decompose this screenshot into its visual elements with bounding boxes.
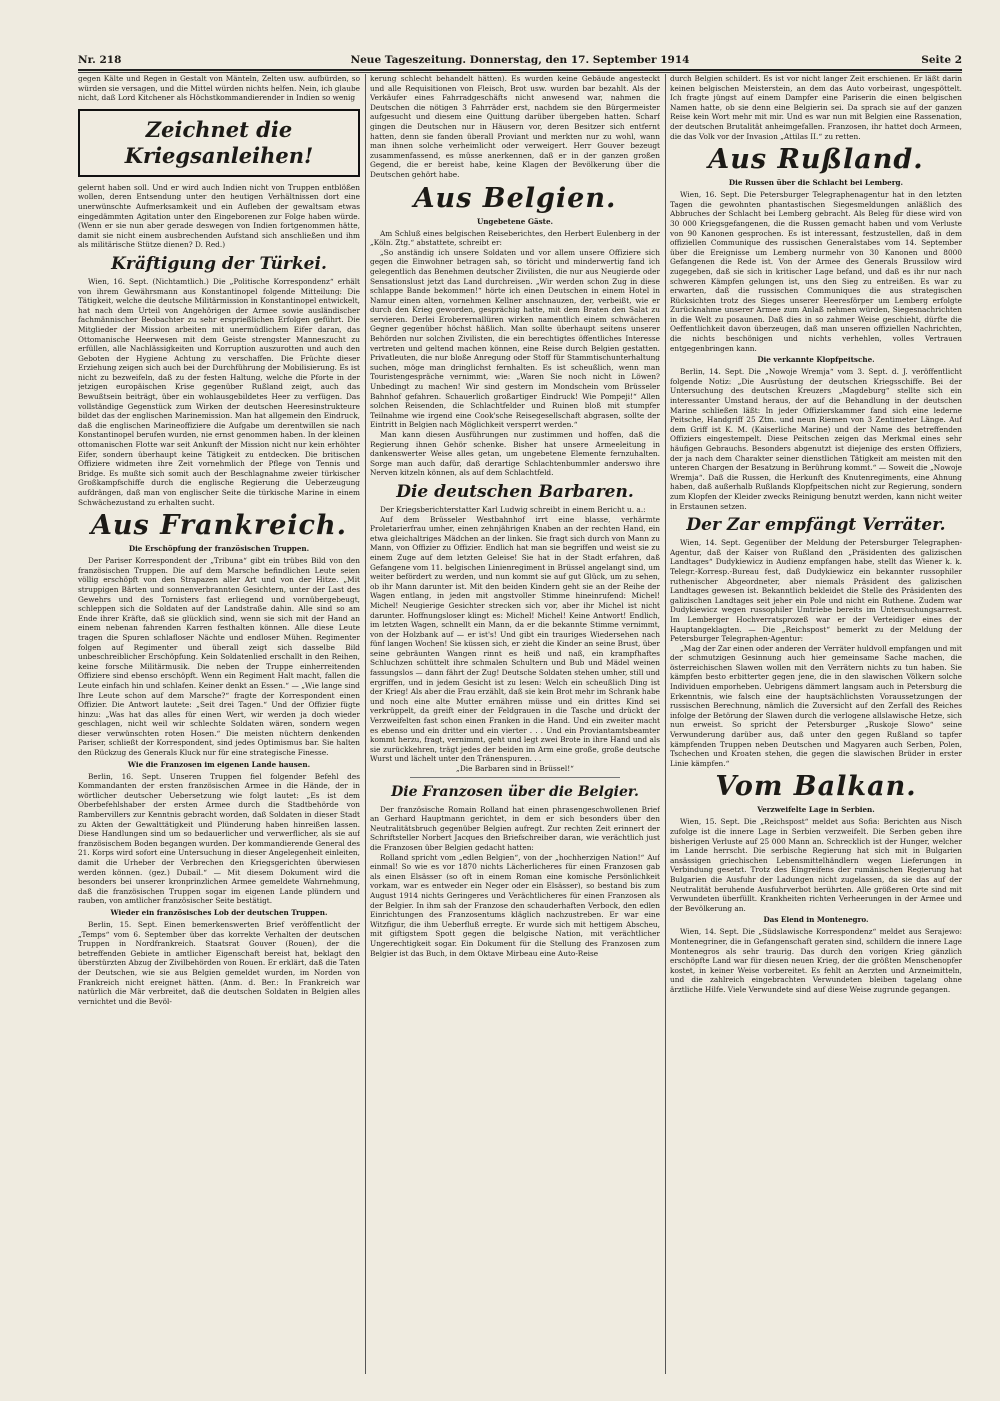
subheadline: Die Russen über die Schlacht bei Lemberg. — [728, 178, 904, 188]
headline-franzosen: Die Franzosen über die Belgier. — [391, 783, 639, 800]
article-text: Berlin, 16. Sept. Unseren Truppen fiel folgender Befehl des Kommandanten der ersten französischen Armee in die Hände, der in wörtlicher deutscher Uebersetzung wie folgt lautet: „Es ist dem Oberbefehlshaber der ersten Armee durch die Stadtbehörde von Rambervillers zur Kenntnis gebracht worden, daß Soldaten in dieser Stadt zu Akten der Gewalttätigkeit und Plünderung haben hinreißen lassen. Diese Handlungen sind um so bedauerlicher und verwerflicher, als sie auf französischem Boden begangen wurden. Der kommandierende General des 21. Korps wird sofort eine Untersuchung in dieser Angelegenheit einleiten, damit die Urheber der Verbrechen den Kriegsgerichten überwiesen werden können. (gez.) Dubail.“ — Mit diesem Dokument wird die besonders bei unserer kronprinzlichen Armee gemeldete Wahrnehmung, daß die französischen Truppen sogar im eigenen Lande plündern und rauben, von amtlicher französischer Seite bestätigt. — [78, 771, 360, 906]
separator — [410, 777, 620, 778]
article-text: „Mag der Zar einen oder anderen der Verräter huldvoll empfangen und mit der schmutzigen Gesinnung auch hier gemeinsame Sache machen, die österreichischen Slawen wollen mit den Verrätern nichts zu tun haben. Sie kämpfen besto erbitterter gegen jene, die in den slawischen Völkern solche Individuen emporheben. Uebrigens dämmert langsam auch in Petersburg die Erkenntnis, wie falsch eine der hauptsächlichsten Voraussetzungen der russischen Berechnung, nämlich die Zuversicht auf den Zerfall des Reiches infolge der Betörung der Slawen durch die verlogene allslawische Hetze, sich nun erweist. So spricht der Petersburger „Ruskoje Slowo“ seine Verwunderung darüber aus, daß unter den gegen Rußland so tapfer kämpfenden Truppen neben Deutschen und Magyaren auch Serben, Polen, Tschechen und Kroaten stehen, die gegen die slawischen Brüder in erster Linie kämpfen.“ — [670, 643, 962, 768]
subheadline: Die Erschöpfung der französischen Truppen. — [128, 544, 310, 554]
article-text: Der französische Romain Rolland hat einen phrasengeschwollenen Brief an Gerhard Hauptmann gerichtet, in dem er sich besonders über den Neutralitätsbruch gegenüber Belgien aufregt. Zur rechten Zeit erinnert der Schriftsteller Norbert Jacques den Briefschreiber daran, wie verächtlich just die Franzosen über Belgien gedacht hatten: — [370, 804, 660, 852]
subheadline: Das Elend in Montenegro. — [763, 915, 869, 925]
page-number: Seite 2 — [921, 54, 962, 66]
headline-belgien: Aus Belgien. — [413, 182, 617, 214]
article-text: gegen Kälte und Regen in Gestalt von Mänteln, Zelten usw. aufbürden, so würden sie versagen, und die Mittel würden nichts helfen. Nein, ich glaube nicht, daß Lord Kitchener als Höchstkommandierender in Indien so wenig — [78, 74, 360, 103]
column-divider — [365, 74, 366, 1374]
article-text: durch Belgien schildert. Es ist vor nicht langer Zeit erschienen. Er läßt darin keinen belgischen Meisterstein, an dem das Auto vorbeirast, ungespöttelt. Ich fragte jüngst auf einem Dampfer eine Pariserin die einen belgischen Namen hatte, ob sie denn eine Belgierin sei. Da sprach sie auf der ganzen Reise kein Wort mehr mit mir. Und es war nun mit Belgien eine Rassenation, der deutschen Brutalität anheimgefallen. Franzosen, ihr hattet doch Armeen, die das Volk vor der Invasion „Attilas II.“ zu retten. — [670, 74, 962, 141]
article-text: Der Kriegsberichterstatter Karl Ludwig schreibt in einem Bericht u. a.: — [380, 504, 646, 514]
headline-zar: Der Zar empfängt Verräter. — [686, 515, 946, 536]
column-2 — [370, 74, 660, 1374]
masthead: Neue Tageszeitung. Donnerstag, den 17. September 1914 — [350, 54, 690, 66]
column-3 — [670, 74, 962, 1374]
article-text: Wien, 15. Sept. Die „Reichspost“ meldet aus Sofia: Berichten aus Nisch zufolge ist die innere Lage in Serbien verzweifelt. Die Serben geben ihre bisherigen Verluste auf 25 000 Mann an. Schrecklich ist der Hunger, welcher im Lande herrscht. Die serbische Regierung hat sich mit in Bulgarien ansässigen griechischen Lebensmittelhändlern wegen Lieferungen in Verbindung gesetzt. Trotz des Eingreifens der rumänischen Regierung hat Bulgarien die Ausfuhr der Ladungen nicht zugelassen, da sie das auf der Neutralität beruhende Ausfuhrverbot berührten. Alle größeren Orte sind mit Verwundeten überfüllt. Krankheiten richten Verheerungen in der Armee und der Bevölkerung an. — [670, 817, 962, 913]
article-text: Berlin, 14. Sept. Die „Nowoje Wremja“ vom 3. Sept. d. J. veröffentlicht folgende Notiz: „Die Ausrüstung der deutschen Kriegsschiffe. Bei der Untersuchung des deutschen Kreuzers „Magdeburg“ stellte sich ein interessanter Umstand heraus, der auf die Behandlung in der deutschen Marine schließen läßt: In jeder Offizierskammer fand sich eine lederne Peitsche, Handgriff 25 Ztm. und neun Riemen von 3 Zentimeter Länge. Auf dem Griff ist K. M. (Kaiserliche Marine) und der Name des betreffenden Offiziers eingestempelt. Diese Peitschen zeigen das Merkmal eines sehr häufigen Gebrauchs. Besonders abgenutzt ist diejenige des ersten Offiziers, der ja nach dem Charakter seiner dienstlichen Tätigkeit am meisten mit den unteren Chargen der Besatzung in Berührung kommt.“ — Soweit die „Nowoje Wremja“. Daß die Russen, die Herkunft des Knutenregiments, eine Ahnung haben, daß außerhalb Rußlands Klopfpeitschen nicht zur Regierung, sondern zum Klopfen der Kleider zwecks Reinigung benutzt werden, kann nicht weiter in Erstaunen setzen. — [670, 367, 962, 511]
article-text: Wien, 14. Sept. Die „Südslawische Korrespondenz“ meldet aus Serajewo: Montenegriner, die in Gefangenschaft geraten sind, schildern die innere Lage Montenegros als sehr traurig. Das durch den vorigen Krieg gänzlich erschöpfte Land war für diesen neuen Krieg, der die größten Menschenopfer kostet, in keiner Weise vorbereitet. Es fehlt an Aerzten und Arzneimitteln, und die zahlreich eingebrachten Verwundeten bleiben tagelang ohne ärztliche Hilfe. Viele Verwundete sind auf diese Weise zugrunde gegangen. — [670, 927, 962, 994]
headline-tuerkei: Kräftigung der Türkei. — [111, 253, 327, 274]
subheadline: Wie die Franzosen im eigenen Lande hausen. — [127, 759, 311, 769]
headline-frankreich: Aus Frankreich. — [90, 510, 348, 542]
war-bond-advertisement: Zeichnet die Kriegsanleihen! — [78, 109, 360, 177]
page-header — [78, 54, 962, 68]
article-text: Wien, 14. Sept. Gegenüber der Meldung der Petersburger Telegraphen-Agentur, daß der Kaiser von Rußland den „Präsidenten des galizischen Landtages“ Dudykiewicz in Audienz empfangen habe, stellt das Wiener k. k. Telegr.-Korresp.-Bureau fest, daß Dudykiewicz ein bekannter russophiler ruthenischer Abgeordneter, aber niemals Präsident des galizischen Landtages gewesen ist. Bekanntlich bekleidet die Stelle des Präsidenten des galizischen Landtages seit jeher ein Pole und nicht ein Ruthene. Zudem war Dudykiewicz wegen russophiler Umtriebe bereits im Untersuchungsarrest. Im Lemberger Hochverratsprozeß war er der Verteidiger eines der Hauptangeklagten. — Die „Reichspost“ bemerkt zu der Meldung der Petersburger Telegraphen-Agentur: — [670, 538, 962, 644]
article-text: Am Schluß eines belgischen Reiseberichtes, den Herbert Eulenberg in der „Köln. Ztg.“ abstattete, schreibt er: — [370, 228, 660, 248]
issue-number: Nr. 218 — [78, 54, 122, 66]
headline-barbaren: Die deutschen Barbaren. — [396, 481, 634, 502]
subheadline: Wieder ein französisches Lob der deutschen Truppen. — [110, 907, 328, 917]
headline-balkan: Vom Balkan. — [715, 771, 917, 803]
article-text: Rolland spricht vom „edlen Belgien“, von der „hochherzigen Nation!“ Auf einmal! So wie es vor 1870 nichts Lächerlicheres für einen Franzosen gab als einen Elsässer (so oft in einem Roman eine komische Persönlichkeit vorkam, war es entweder ein Neger oder ein Elsässer), so bestand bis zum August 1914 nichts Geringeres und Verächtlicheres für einen Franzosen als der Belgier. In ihm sah der Franzose den schauderhaften Verbock, den edlen Einrichtungen des Franzosentums kläglich nachzustreben. Er war eine Witzfigur, die ihm Ueberfluß erregte. Er wurde sich mit hettigem Abscheu, mit giftigstem Spott gegen die belgische Nation, mit verächtlicher Ungerechtigkeit sogar. Ein Dokument für die Stellung des Franzosen zum Belgier ist das Buch, in dem Oktave Mirbeau eine Auto-Reise — [370, 852, 660, 958]
article-text: „Die Barbaren sind in Brüssel!“ — [456, 764, 574, 773]
subheadline: Ungebetene Gäste. — [476, 216, 554, 226]
article-text: „So anständig ich unsere Soldaten und vor allem unsere Offiziere sich gegen die Einwohner betragen sah, so töricht und minderwertig fand ich gelegentlich das Benehmen deutscher Zivilisten, die nur aus Neugierde oder Sensationslust jetzt das Land durchreisen. „Wir werden schon Zug in diese schlappe Bande bekommen!“ hörte ich einen Deutschen in einem Hotel in Namur einen alten, vornehmen Kellner anschnauzen, der, verbeißt, wie er durch den Krieg geworden, gesprächig hatte, mit dem Braten den Salat zu servieren. Derlei Eroberernallüren wirken namentlich einem schwächeren Gegner gegenüber höchst häßlich. Man sollte überhaupt seitens unserer Behörden nur solchen Zivilisten, die ein berechtigtes öffentliches Interesse vertreten und geltend machen können, eine Reise durch Belgien gestatten. Privatleuten, die nur bloße Anregung oder Stoff für Stammtischunterhaltung suchen, möge man dringlichst fernhalten. Es ist scheußlich, wenn man Touristengespräche vernimmt, wie: „Waren Sie noch nicht in Löwen? Unbedingt zu machen! Wir sind gestern im Mondschein vom Brüsseler Bahnhof gefahren. Schauerlich großartiger Eindruck! Wie Pompeji!“ Allen solchen Reisenden, die Schlachtfelder und Ruinen bloß mit stumpfer Teilnahme wie irgend eine Cook'sche Reisegesellschaft abgrasen, sollte der Eintritt in Belgien nach Möglichkeit versperrt werden.“ — [370, 247, 660, 430]
column-1 — [78, 74, 360, 1374]
column-divider — [665, 74, 666, 1374]
subheadline: Die verkannte Klopfpeitsche. — [757, 355, 875, 365]
article-text: Wien, 16. Sept. Die Petersburger Telegraphenagentur hat in den letzten Tagen die gewohnten phantastischen Siegesmeldungen anläßlich des Abbruches der Schlacht bei Lemberg gebracht. Als Beleg für diese wird von 30 000 Kriegsgefangenen, die die Russen gemacht haben und vom Verluste von 90 Kanonen gesprochen. Es ist interessant, festzustellen, daß in dem offiziellen Communique des russischen Generalstabes vom 14. September über die Ereignisse um Lemberg nurmehr von 30 Kanonen und 8000 Gefangenen die Rede ist. Von der Armee des Generals Brussilow wird zugegeben, daß sie sich in kritischer Lage befand, und daß es ihr nur nach schweren Kämpfen gelungen ist, uns den Sieg zu entreißen. Es war zu erwarten, daß die russischen Communiques die aus strategischen Rücksichten trotz des Sieges unserer Heeresförper um Lemberg erfolgte Zurücknahme unserer Armee zum Anlaß nehmen würden, Siegesnachrichten in die Welt zu posaunen. Daß dies in so zahmer Weise geschieht, dürfte die Oeffentlichkeit davon überzeugen, daß man unseren offiziellen Nachrichten, die nichts beschönigen und nichts verhehlen, volles Vertrauen entgegenbringen kann. — [670, 190, 962, 353]
article-text: Wien, 16. Sept. (Nichtamtlich.) Die „Politische Korrespondenz“ erhält von ihrem Gewährsmann aus Konstantinopel folgende Mitteilung: Die Tätigkeit, welche die deutsche Militärmission in Konstantinopel entwickelt, hat nach dem Urteil von Angehörigen der Armee sowie ausländischer fachmännischer Beobachter zu sehr ersprießlichen Erfolgen geführt. Die Mitglieder der Mission arbeiten mit unermüdlichem Eifer daran, das Ottomanische Heerwesen mit dem Geiste strengster Manneszucht zu erfüllen, alle Nachlässigkeiten und Korruption auszurotten und auch den Geboten der Hygiene Achtung zu verschaffen. Die Früchte dieser Erziehung zeigen sich auch bei der Durchführung der Mobilisierung. Es ist nicht zu bezweifeln, daß zu der festen Haltung, welche die Pforte in der jetzigen europäischen Krise gegenüber Rußland zeigt, auch das Bewußtsein beiträgt, über ein wohlausgebildetes Heer zu verfügen. Das vollständige Gegenstück zum Wirken der deutschen Heeresinstrukteure bildet das der englischen Marinemission. Man hat allgemein den Eindruck, daß die englischen Marineoffiziere die Aufgabe um derentwillen sie nach Konstantinopel berufen wurden, nie ernst genommen haben. In der kleinen ottomanischen Flotte war seit Ankunft der Mission nicht nur kein erhöhter Eifer, sondern überhaupt keine Tätigkeit zu entdecken. Die britischen Offiziere widmeten ihre Zeit vornehmlich der Pflege von Tennis und Bridge. Es mußte sich somit auch der Beschlagnahme zweier türkischer Großkampfschiffe durch die englische Regierung die Ueberzeugung aufdrängen, daß man von englischer Seite die türkische Marine in einem Schwächezustand zu erhalten sucht. — [78, 276, 360, 507]
headline-russland: Aus Rußland. — [708, 144, 924, 176]
subheadline: Verzweifelte Lage in Serbien. — [757, 805, 875, 815]
article-text: kerung schlecht behandelt hätten). Es wurden keine Gebäude angesteckt und alle Requisitionen von Fleisch, Brot usw. wurden bar bezahlt. Als der Verkäufer eines Fahrradgeschäfts nicht anwesend war, nahmen die Deutschen die nötigen 3 Fahrräder erst, nachdem sie den Bürgermeister aufgesucht und diesem eine Quittung darüber übergeben hatten. Scharf gingen die Deutschen nur in Häusern vor, deren Besitzer sich entfernt hatten, denn sie fanden überall Proviant und merkten nur zu wohl, wann man ihnen solche verheimlicht oder verweigert. Herr Gouver bezeugt zusammenfassend, es müsse anerkennen, daß er in der ganzen großen Gegend, die er bereist habe, keine Klagen der Bevölkerung über die Deutschen gehört habe. — [370, 74, 660, 179]
article-text: Der Pariser Korrespondent der „Tribuna“ gibt ein trübes Bild von den französischen Truppen. Die auf dem Marsche befindlichen Leute seien völlig erschöpft von den Strapazen aller Art und von der Hitze. „Mit struppigen Bärten und sonnenverbrannten Gesichtern, unter der Last des Gewehrs und des Tornisters fast erliegend und vornübergebeugt, schleppen sich die Soldaten auf der Landstraße dahin. Alle sind so am Ende ihrer Kräfte, daß sie glücklich sind, wenn sie sich mit der Hand an einem nebenan fahrenden Karren festhalten können. Alle diese Leute tragen die Spuren schlafloser Nächte und endloser Mühen. Regimenter folgen auf Regimenter und überall zeigt sich dasselbe Bild unbeschreiblicher Erschöpfung. Kein Soldatenlied erschallt in den Reihen, keine forsche Militärmusik. Die neben der Truppe einherreitenden Offiziere sind ebenso erschöpft. Wenn ein Regiment Halt macht, fallen die Leute einfach hin und schlafen. Keiner denkt an Essen.“ — „Wie lange sind Ihre Leute schon auf dem Marsche?“ fragte der Korrespondent einen Offizier. Die Antwort lautete: „Seit drei Tagen.“ Und der Offizier fügte hinzu: „Was hat das alles für einen Wert, wir werden ja doch wieder geschlagen, nicht weil wir schlechte Soldaten wären, sondern wegen dieser verwünschten roten Hosen.“ Die meisten nüchtern denkenden Pariser, schließt der Korrespondent, sind jedes Optimismus bar. Sie halten den Rückzug des Generals Kluck nur für eine strategische Finesse. — [78, 556, 360, 758]
article-text: Auf dem Brüsseler Westbahnhof irrt eine blasse, verhärmte Proletarierfrau umher, einen zehnjährigen Knaben an der rechten Hand, ein etwa gleichaltriges Mädchen an der linken. Sie fragt sich durch von Mann zu Mann, von Offizier zu Offizier. Endlich hat man sie begriffen und weist sie zu einem Zuge auf dem letzten Geleise! Sie hat in der Stadt erfahren, daß Gefangene vom 11. belgischen Linienregiment in Brüssel angelangt sind, um weiter befördert zu werden, und nun kommt sie auf gut Glück, um zu sehen, ob ihr Mann darunter ist. Mit den beiden Kindern geht sie an der Reihe der Wagen entlang, in jeden mit angstvoller Stimme hineinrufend: Michel! Michel! Neugierige Gesichter strecken sich vor, aber ihr Michel ist nicht darunter. Hoffnungsloser klingt es: Michel! Michel! Keine Antwort! Endlich, im letzten Wagen, schnellt ein Mann, da er die bekannte Stimme vernimmt, von der Holzbank auf — er ist's! Und gibt ein trauriges Wiedersehen nach fünf langen Wochen! Sie küssen sich, er zieht die Kinder an seine Brust, über seine gebräunten Wangen rinnt es heiß und naß, ein krampfhaftes Schluchzen schüttelt ihre schmalen Schultern und Bub und Mädel weinen fassungslos — dann fährt der Zug! Deutsche Soldaten stehen umher, still und ergriffen, und in jedem Gesicht ist zu lesen: Welch ein scheußlich Ding ist der Krieg! Als aber die Frau erzählt, daß sie kein Brot mehr im Schrank habe und noch eine alte Mutter ernähren müsse und ein drittes Kind sei verkrüppelt, da greift einer der Feldgrauen in die Tasche und drückt der Verzweifelten fast schon einen Franken in die Hand. Und ein zweiter macht es ebenso und ein dritter und ein vierter . . . Und ein Proviantamtsbeamter kommt herzu, fragt, vernimmt, geht und legt zwei Brote in ihre Hand und als sie zurückkehren, trägt jedes der beiden im Arm eine große, große deutsche Wurst und lächelt unter den Tränenspuren. . . — [370, 514, 660, 764]
header-rule — [78, 69, 962, 71]
article-text: Berlin, 15. Sept. Einen bemerkenswerten Brief veröffentlicht der „Temps“ vom 6. September über das korrekte Verhalten der deutschen Truppen in Nordfrankreich. Staatsrat Gouver (Rouen), der die betreffenden Gebiete in amtlicher Eigenschaft bereist hat, beklagt den überstürzten Abzug der Zivilbehörden von Rouen. Er erklärt, daß die Taten der Deutschen, wie sie aus Belgien gemeldet wurden, im Norden von Frankreich nicht ereignet hätten. (Anm. d. Ber.: In Frankreich war natürlich die Mär verbreitet, daß die deutschen Soldaten in Belgien alles vernichtet und die Bevöl- — [78, 919, 360, 1006]
header-rule-thin — [78, 72, 962, 73]
article-text: Man kann diesen Ausführungen nur zustimmen und hoffen, daß die Regierung ihnen Gehör schenke. Bisher hat unsere Armeeleitung in dankenswerter Weise alles getan, um ungebetene Elemente fernzuhalten. Sorge man auch dafür, daß derartige Schlachtenbummler anderswo ihre Nerven kitzeln können, als auf dem Schlachtfeld. — [370, 430, 660, 478]
article-text: gelernt haben soll. Und er wird auch Indien nicht von Truppen entblößen wollen, deren Entsendung unter den heutigen Verhältnissen dort eine unerwünschte Aufmerksamkeit und ein Aufleben der gewaltsam etwas eingedämmten Agitation unter den Eingeborenen zur Folge haben würde. (Wenn er sie nun aber gerade deswegen von Indien fortgenommen hätte, damit sie nicht einem ausbrechenden Aufstand sich anschließen und ihm als militärische Stütze dienen? D. Red.) — [78, 182, 360, 250]
